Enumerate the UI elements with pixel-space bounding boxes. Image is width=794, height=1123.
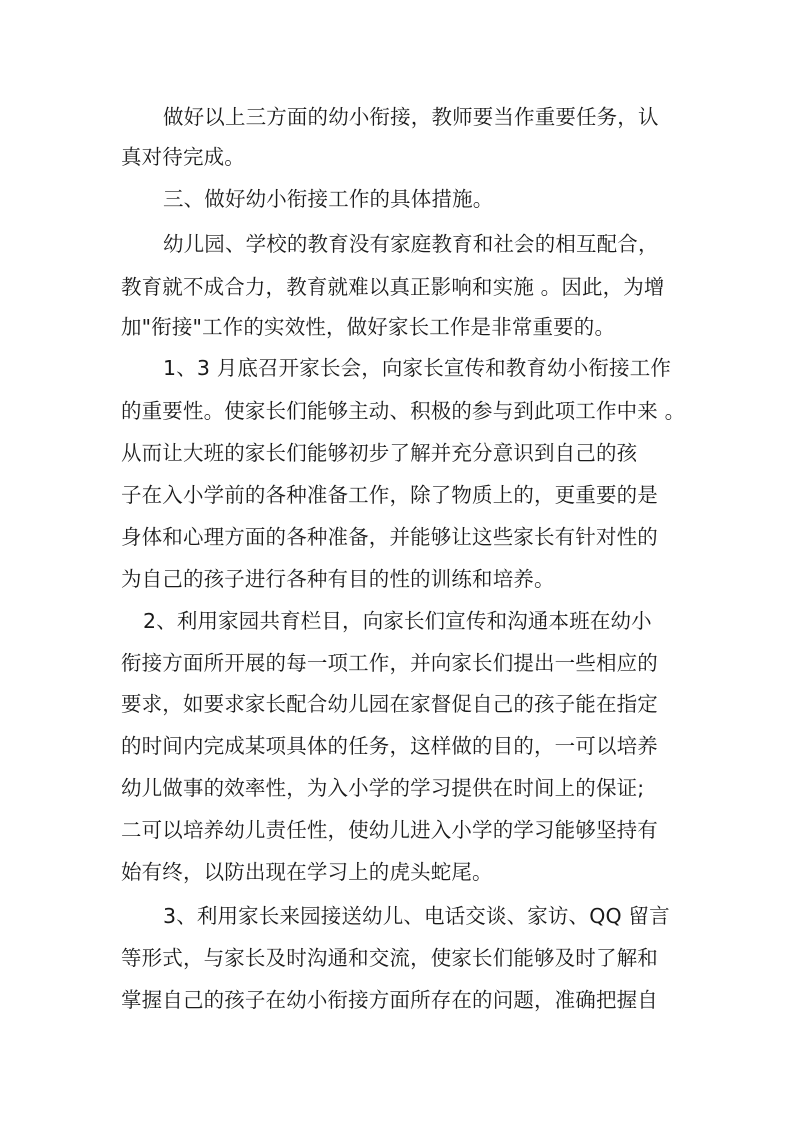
text-line-17: 幼儿做事的效率性，为入小学的学习提供在时间上的保证; bbox=[121, 776, 645, 800]
text-line-12: 为自己的孩子进行各种有目的性的训练和培养。 bbox=[121, 567, 555, 591]
text-line-10: 子在入小学前的各种准备工作，除了物质上的，更重要的是 bbox=[121, 483, 658, 507]
text-line-11: 身体和心理方面的各种准备，并能够让这些家长有针对性的 bbox=[121, 525, 658, 549]
text-line-13: 2、利用家园共育栏目，向家长们宣传和沟通本班在幼小 bbox=[143, 609, 652, 633]
text-line-3: 三、做好幼小衔接工作的具体措施。 bbox=[163, 187, 494, 211]
text-line-6: 加"衔接"工作的实效性，做好家长工作是非常重要的。 bbox=[121, 315, 616, 339]
text-line-9: 从而让大班的家长们能够初步了解并充分意识到自己的孩 bbox=[121, 441, 638, 465]
text-line-1: 做好以上三方面的幼小衔接，教师要当作重要任务，认 bbox=[163, 105, 659, 129]
text-line-4: 幼儿园、学校的教育没有家庭教育和社会的相互配合， bbox=[163, 232, 659, 256]
text-line-14: 衔接方面所开展的每一项工作，并向家长们提出一些相应的 bbox=[121, 651, 658, 675]
text-line-8: 的重要性。使家长们能够主动、积极的参与到此项工作中来 。 bbox=[121, 399, 686, 423]
text-line-7: 1、3 月底召开家长会，向家长宣传和教育幼小衔接工作 bbox=[163, 356, 672, 380]
text-line-16: 的时间内完成某项具体的任务，这样做的目的，一可以培养 bbox=[121, 734, 658, 758]
text-line-21: 等形式，与家长及时沟通和交流，使家长们能够及时了解和 bbox=[121, 946, 658, 970]
text-line-18: 二可以培养幼儿责任性，使幼儿进入小学的学习能够坚持有 bbox=[121, 818, 658, 842]
text-line-15: 要求，如要求家长配合幼儿园在家督促自己的孩子能在指定 bbox=[121, 692, 658, 716]
text-line-20: 3、利用家长来园接送幼儿、电话交谈、家访、QQ 留言 bbox=[163, 904, 670, 928]
text-line-19: 始有终，以防出现在学习上的虎头蛇尾。 bbox=[121, 860, 493, 884]
text-line-5: 教育就不成合力，教育就难以真正影响和实施 。因此，为增 bbox=[121, 275, 665, 299]
text-line-2: 真对待完成。 bbox=[121, 145, 245, 169]
text-line-22: 掌握自己的孩子在幼小衔接方面所存在的问题，准确把握自 bbox=[121, 988, 658, 1012]
